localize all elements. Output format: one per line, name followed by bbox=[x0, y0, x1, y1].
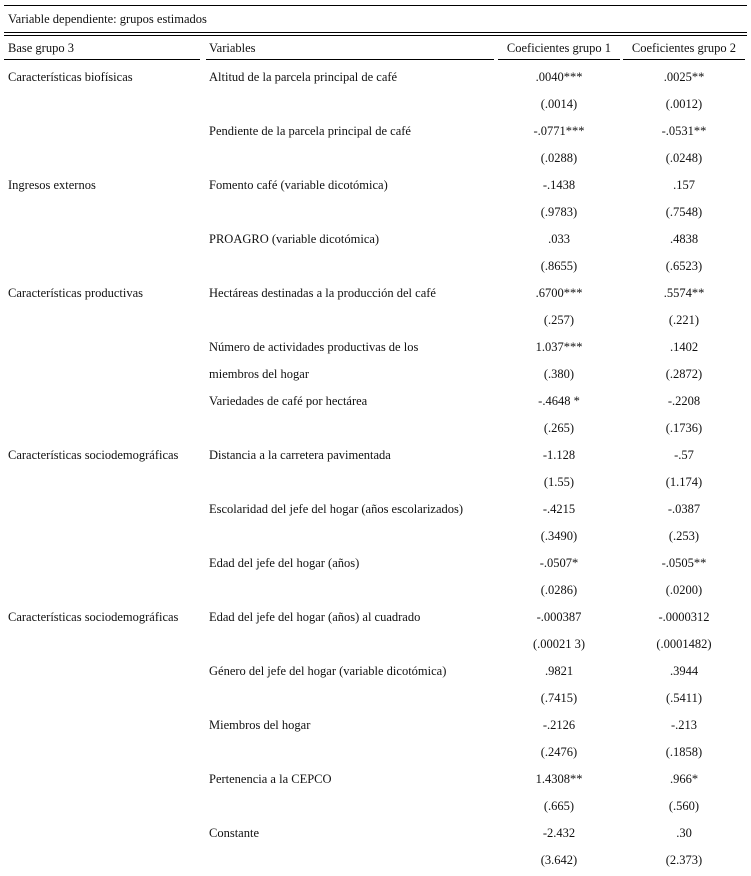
row-coef-group-2: (.560) bbox=[668, 799, 700, 813]
row-coef-group-1: -2.432 bbox=[542, 826, 576, 840]
row-variable: Altitud de la parcela principal de café bbox=[209, 70, 398, 84]
row-coef-group-2: (.0200) bbox=[665, 583, 703, 597]
row-category: Características biofísicas bbox=[8, 70, 133, 84]
row-coef-group-1: (.0014) bbox=[540, 97, 578, 111]
row-coef-group-1: (.3490) bbox=[540, 529, 578, 543]
row-variable: miembros del hogar bbox=[209, 367, 309, 381]
row-variable: Constante bbox=[209, 826, 259, 840]
row-coef-group-1: -.0507* bbox=[539, 556, 579, 570]
row-coef-group-2: (.2872) bbox=[665, 367, 703, 381]
row-coef-group-2: -.57 bbox=[674, 448, 694, 462]
row-coef-group-1: -.4648 * bbox=[538, 394, 580, 408]
row-coef-group-2: .966* bbox=[669, 772, 699, 786]
row-variable: Variedades de café por hectárea bbox=[209, 394, 368, 408]
header-rule-coef2 bbox=[623, 59, 745, 60]
header-rule-base bbox=[4, 59, 200, 60]
row-coef-group-2: .0025** bbox=[663, 70, 705, 84]
table-caption: Variable dependiente: grupos estimados bbox=[8, 12, 207, 26]
row-coef-group-1: .6700*** bbox=[535, 286, 583, 300]
row-coef-group-2: .5574** bbox=[663, 286, 705, 300]
row-variable: Edad del jefe del hogar (años) bbox=[209, 556, 360, 570]
row-coef-group-1: 1.037*** bbox=[535, 340, 583, 354]
row-coef-group-2: -.2208 bbox=[667, 394, 701, 408]
row-coef-group-1: -.000387 bbox=[536, 610, 582, 624]
row-variable: PROAGRO (variable dicotómica) bbox=[209, 232, 380, 246]
row-variable: Miembros del hogar bbox=[209, 718, 311, 732]
header-coef-group-2: Coeficientes grupo 2 bbox=[631, 41, 737, 55]
row-category: Características sociodemográficas bbox=[8, 448, 179, 462]
row-coef-group-1: (.8655) bbox=[540, 259, 578, 273]
row-coef-group-2: -.0505** bbox=[661, 556, 707, 570]
row-coef-group-2: (.0248) bbox=[665, 151, 703, 165]
row-coef-group-2: .30 bbox=[676, 826, 692, 840]
row-coef-group-2: (.5411) bbox=[666, 691, 702, 705]
row-coef-group-1: -.1438 bbox=[542, 178, 576, 192]
row-coef-group-2: -.0387 bbox=[667, 502, 701, 516]
row-variable: Edad del jefe del hogar (años) al cuadrado bbox=[209, 610, 421, 624]
row-coef-group-1: .9821 bbox=[544, 664, 574, 678]
row-coef-group-1: (.265) bbox=[543, 421, 575, 435]
row-coef-group-2: (.0012) bbox=[665, 97, 703, 111]
row-coef-group-2: (.7548) bbox=[665, 205, 703, 219]
row-variable: Hectáreas destinadas a la producción del café bbox=[209, 286, 436, 300]
row-coef-group-2: (.253) bbox=[668, 529, 700, 543]
row-coef-group-2: (2.373) bbox=[665, 853, 703, 867]
row-category: Características productivas bbox=[8, 286, 144, 300]
header-variables: Variables bbox=[209, 41, 256, 55]
header-rule-variables bbox=[206, 59, 494, 60]
row-coef-group-1: -.2126 bbox=[542, 718, 576, 732]
row-coef-group-2: (.221) bbox=[668, 313, 700, 327]
row-coef-group-1: (.665) bbox=[543, 799, 575, 813]
top-rule bbox=[4, 5, 747, 6]
row-coef-group-2: (.0001482) bbox=[656, 637, 712, 651]
row-variable: Pertenencia a la CEPCO bbox=[209, 772, 332, 786]
caption-rule-2 bbox=[4, 35, 747, 36]
row-coef-group-2: .4838 bbox=[669, 232, 699, 246]
row-coef-group-1: (.380) bbox=[543, 367, 575, 381]
row-variable: Fomento café (variable dicotómica) bbox=[209, 178, 388, 192]
header-coef-group-1: Coeficientes grupo 1 bbox=[506, 41, 612, 55]
row-coef-group-1: -.4215 bbox=[542, 502, 576, 516]
row-variable: Pendiente de la parcela principal de café bbox=[209, 124, 411, 138]
header-base: Base grupo 3 bbox=[8, 41, 74, 55]
row-coef-group-2: -.0000312 bbox=[658, 610, 710, 624]
row-coef-group-1: (.00021 3) bbox=[532, 637, 586, 651]
row-coef-group-1: .033 bbox=[548, 232, 570, 246]
row-coef-group-2: -.213 bbox=[670, 718, 698, 732]
row-coef-group-1: 1.4308** bbox=[535, 772, 583, 786]
row-coef-group-1: .0040*** bbox=[535, 70, 583, 84]
row-category: Características sociodemográficas bbox=[8, 610, 179, 624]
row-coef-group-2: (.1858) bbox=[665, 745, 703, 759]
row-coef-group-2: .157 bbox=[673, 178, 695, 192]
row-coef-group-1: (1.55) bbox=[543, 475, 575, 489]
row-coef-group-2: (.6523) bbox=[665, 259, 703, 273]
row-coef-group-1: (.7415) bbox=[540, 691, 578, 705]
row-coef-group-1: (.257) bbox=[543, 313, 575, 327]
caption-rule-1 bbox=[4, 32, 747, 33]
row-coef-group-1: -.0771*** bbox=[533, 124, 585, 138]
row-coef-group-2: (.1736) bbox=[665, 421, 703, 435]
row-coef-group-1: (.2476) bbox=[540, 745, 578, 759]
row-variable: Número de actividades productivas de los bbox=[209, 340, 419, 354]
row-coef-group-1: (3.642) bbox=[540, 853, 578, 867]
row-variable: Distancia a la carretera pavimentada bbox=[209, 448, 391, 462]
row-coef-group-1: (.9783) bbox=[540, 205, 578, 219]
header-rule-coef1 bbox=[498, 59, 620, 60]
row-coef-group-2: .1402 bbox=[669, 340, 699, 354]
row-coef-group-2: .3944 bbox=[669, 664, 699, 678]
row-coef-group-1: (.0286) bbox=[540, 583, 578, 597]
row-coef-group-1: -1.128 bbox=[542, 448, 576, 462]
row-coef-group-1: (.0288) bbox=[540, 151, 578, 165]
row-category: Ingresos externos bbox=[8, 178, 96, 192]
row-coef-group-2: (1.174) bbox=[665, 475, 703, 489]
row-coef-group-2: -.0531** bbox=[661, 124, 707, 138]
row-variable: Género del jefe del hogar (variable dicotómica) bbox=[209, 664, 447, 678]
row-variable: Escolaridad del jefe del hogar (años escolarizados) bbox=[209, 502, 464, 516]
